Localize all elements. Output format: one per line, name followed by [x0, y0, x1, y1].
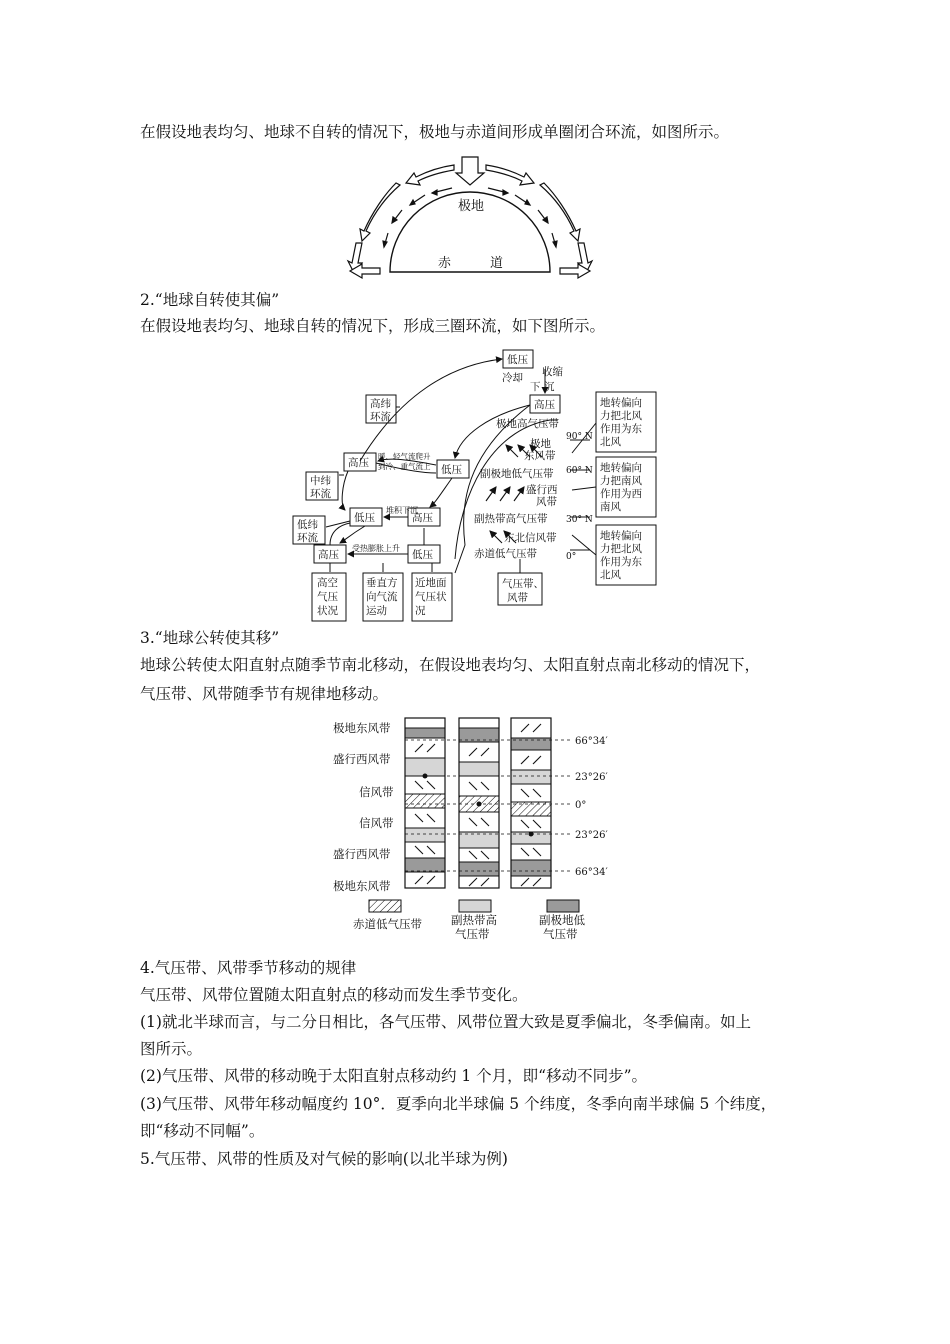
- label-shrink: 收缩: [542, 366, 563, 378]
- label-high-lat-2: 环流: [370, 411, 391, 423]
- box-c-2: 气压状: [415, 591, 447, 603]
- right-label-5: 66°34′: [575, 867, 608, 878]
- label-mid-lat-2: 环流: [310, 488, 331, 500]
- belt-cell: [511, 770, 551, 784]
- lat-30: 30° N: [566, 515, 593, 525]
- equator-label-a: 赤: [438, 256, 452, 271]
- belt-cell: [511, 816, 551, 832]
- belt-cell: [405, 858, 445, 872]
- belt-cell: [459, 862, 499, 876]
- label-warm-rise: 暖、轻气流爬升: [378, 452, 431, 461]
- sun-point-icon: [529, 832, 534, 837]
- label-mid-lat-1: 中纬: [310, 475, 331, 487]
- belt-equatorial-low: 赤道低气压带: [474, 548, 537, 560]
- left-label-5: 盛行西风带: [333, 847, 391, 861]
- legend-equatorial-low: 赤道低气压带: [353, 917, 422, 931]
- note1-1: 地转偏向: [600, 397, 642, 409]
- box-d-2: 风带: [507, 592, 528, 604]
- equator-label-b: 道: [490, 256, 504, 271]
- right-label-4: 23°26′: [575, 830, 608, 841]
- label-low-mid: 低压: [441, 464, 462, 476]
- paragraph-4-2: (2)气压带、风带的移动晚于太阳直射点移动约 1 个月，即“移动不同步”。: [140, 1067, 648, 1085]
- belt-polar-east-2: 东风带: [524, 450, 556, 462]
- left-label-2: 盛行西风带: [333, 752, 391, 766]
- belt-subpolar-low: 副极地低气压带: [480, 468, 554, 480]
- legend-subpolar-2: 气压带: [543, 927, 578, 941]
- lat-90: 90° N: [566, 432, 593, 442]
- right-label-3: 0°: [575, 800, 587, 811]
- belt-cell: [511, 876, 551, 888]
- paragraph-4-3b: 即“移动不同幅”。: [140, 1122, 265, 1140]
- paragraph-4-1b: 图所示。: [140, 1040, 203, 1058]
- legend-subpolar-1: 副极地低: [539, 913, 585, 927]
- note3-2: 力把北风: [600, 543, 642, 555]
- heading-5: 5.气压带、风带的性质及对气候的影响(以北半球为例): [140, 1150, 508, 1168]
- label-low-left: 低压: [354, 512, 375, 524]
- legend-subtropical-2: 气压带: [455, 927, 490, 941]
- paragraph-4: 气压带、风带位置随太阳直射点的移动而发生季节变化。: [140, 986, 528, 1004]
- seasonal-belt-shift-diagram: [325, 712, 625, 944]
- label-sink: 下 沉: [530, 381, 555, 393]
- belt-ne-trade: 东北信风带: [504, 532, 557, 544]
- box-b-3: 运动: [366, 605, 387, 617]
- belt-cell: [459, 742, 499, 762]
- belt-cell: [405, 776, 445, 794]
- heading-4: 4.气压带、风带季节移动的规律: [140, 959, 357, 977]
- note2-2: 力把南风: [600, 475, 642, 487]
- belt-cell: [459, 812, 499, 832]
- box-c-1: 近地面: [415, 577, 447, 589]
- label-low-bottom: 低压: [412, 549, 433, 561]
- belt-cell: [459, 776, 499, 796]
- right-label-1: 66°34′: [575, 736, 608, 747]
- box-a-3: 状况: [317, 605, 338, 617]
- note2-4: 南风: [600, 501, 621, 513]
- belt-westerly-1: 盛行西: [526, 484, 558, 496]
- label-pile-sink: 堆积下沉: [386, 506, 418, 515]
- belt-cell: [459, 718, 499, 728]
- sun-point-icon: [423, 774, 428, 779]
- heading-2: 2.“地球自转使其偏”: [140, 291, 280, 309]
- belt-cell: [405, 842, 445, 858]
- paragraph-3b: 气压带、风带随季节有规律地移动。: [140, 685, 389, 703]
- label-cool: 冷却: [502, 372, 523, 384]
- paragraph-4-3a: (3)气压带、风带年移动幅度约 10°．夏季向北半球偏 5 个纬度，冬季向南半球偏 5 个纬度，: [140, 1095, 777, 1113]
- paragraph-2: 在假设地表均匀、地球自转的情况下，形成三圈环流，如下图所示。: [140, 317, 606, 335]
- note3-1: 地转偏向: [600, 530, 642, 542]
- belt-cell: [405, 728, 445, 738]
- box-a-2: 气压: [317, 591, 338, 603]
- label-low-lat-2: 环流: [297, 532, 318, 544]
- belt-cell: [511, 718, 551, 738]
- belt-cell: [405, 794, 445, 808]
- belt-polar-east-1: 极地: [530, 438, 551, 450]
- paragraph-3a: 地球公转使太阳直射点随季节南北移动，在假设地表均匀、太阳直射点南北移动的情况下，: [140, 656, 761, 674]
- single-cell-circulation-diagram: [340, 155, 600, 285]
- lat-0: 0°: [566, 552, 577, 562]
- note1-4: 北风: [600, 436, 621, 448]
- paragraph-4-1a: (1)就北半球而言，与二分日相比，各气压带、风带位置大致是夏季偏北，冬季偏南。如上: [140, 1013, 751, 1031]
- box-b-1: 垂直方: [366, 577, 398, 589]
- left-label-4: 信风带: [359, 816, 394, 830]
- left-label-3: 信风带: [359, 785, 394, 799]
- belt-cell: [459, 832, 499, 848]
- label-cold-sink: 到冷、重气流上: [378, 462, 431, 471]
- belt-cell: [405, 758, 445, 776]
- belt-cell: [459, 848, 499, 862]
- label-high-lat-1: 高纬: [370, 398, 391, 410]
- legend-subtropical-1: 副热带高: [451, 913, 497, 927]
- belt-subtropical-high: 副热带高气压带: [474, 513, 548, 525]
- box-a-1: 高空: [317, 577, 338, 589]
- belt-cell: [459, 762, 499, 776]
- belt-westerly-2: 风带: [536, 496, 557, 508]
- belt-polar-high: 极地高气压带: [496, 418, 559, 430]
- belt-cell: [511, 750, 551, 770]
- belt-cell: [405, 738, 445, 758]
- lat-60: 60° N: [566, 466, 593, 476]
- belt-cell: [459, 876, 499, 888]
- belt-cell: [405, 872, 445, 888]
- left-label-6: 极地东风带: [333, 879, 391, 893]
- belt-cell: [511, 844, 551, 860]
- label-high-top: 高压: [534, 399, 555, 411]
- label-high-mid: 高压: [412, 512, 433, 524]
- box-c-3: 况: [415, 605, 426, 617]
- right-label-2: 23°26′: [575, 772, 608, 783]
- belt-cell: [511, 860, 551, 876]
- heading-3: 3.“地球公转使其移”: [140, 629, 280, 647]
- three-cell-circulation-diagram: [290, 345, 670, 623]
- left-label-1: 极地东风带: [333, 721, 391, 735]
- note1-2: 力把北风: [600, 410, 642, 422]
- belt-cell: [405, 718, 445, 728]
- note3-4: 北风: [600, 569, 621, 581]
- note2-1: 地转偏向: [600, 462, 642, 474]
- belt-cell: [405, 808, 445, 828]
- label-low-lat-1: 低纬: [297, 519, 318, 531]
- belt-cell: [511, 784, 551, 802]
- note2-3: 作用为西: [600, 488, 642, 500]
- label-low-top: 低压: [507, 354, 528, 366]
- note1-3: 作用为东: [600, 423, 642, 435]
- label-heat-rise: 受热膨胀上升: [352, 544, 400, 553]
- label-high-bottom: 高压: [318, 549, 339, 561]
- label-high1: 高压: [348, 457, 369, 469]
- box-d-1: 气压带、: [502, 578, 544, 590]
- sun-point-icon: [477, 802, 482, 807]
- note3-3: 作用为东: [600, 556, 642, 568]
- intro-text: 在假设地表均匀、地球不自转的情况下，极地与赤道间形成单圈闭合环流，如图所示。: [140, 123, 730, 141]
- belt-cell: [405, 828, 445, 842]
- box-b-2: 向气流: [366, 591, 398, 603]
- pole-label: 极地: [458, 199, 485, 214]
